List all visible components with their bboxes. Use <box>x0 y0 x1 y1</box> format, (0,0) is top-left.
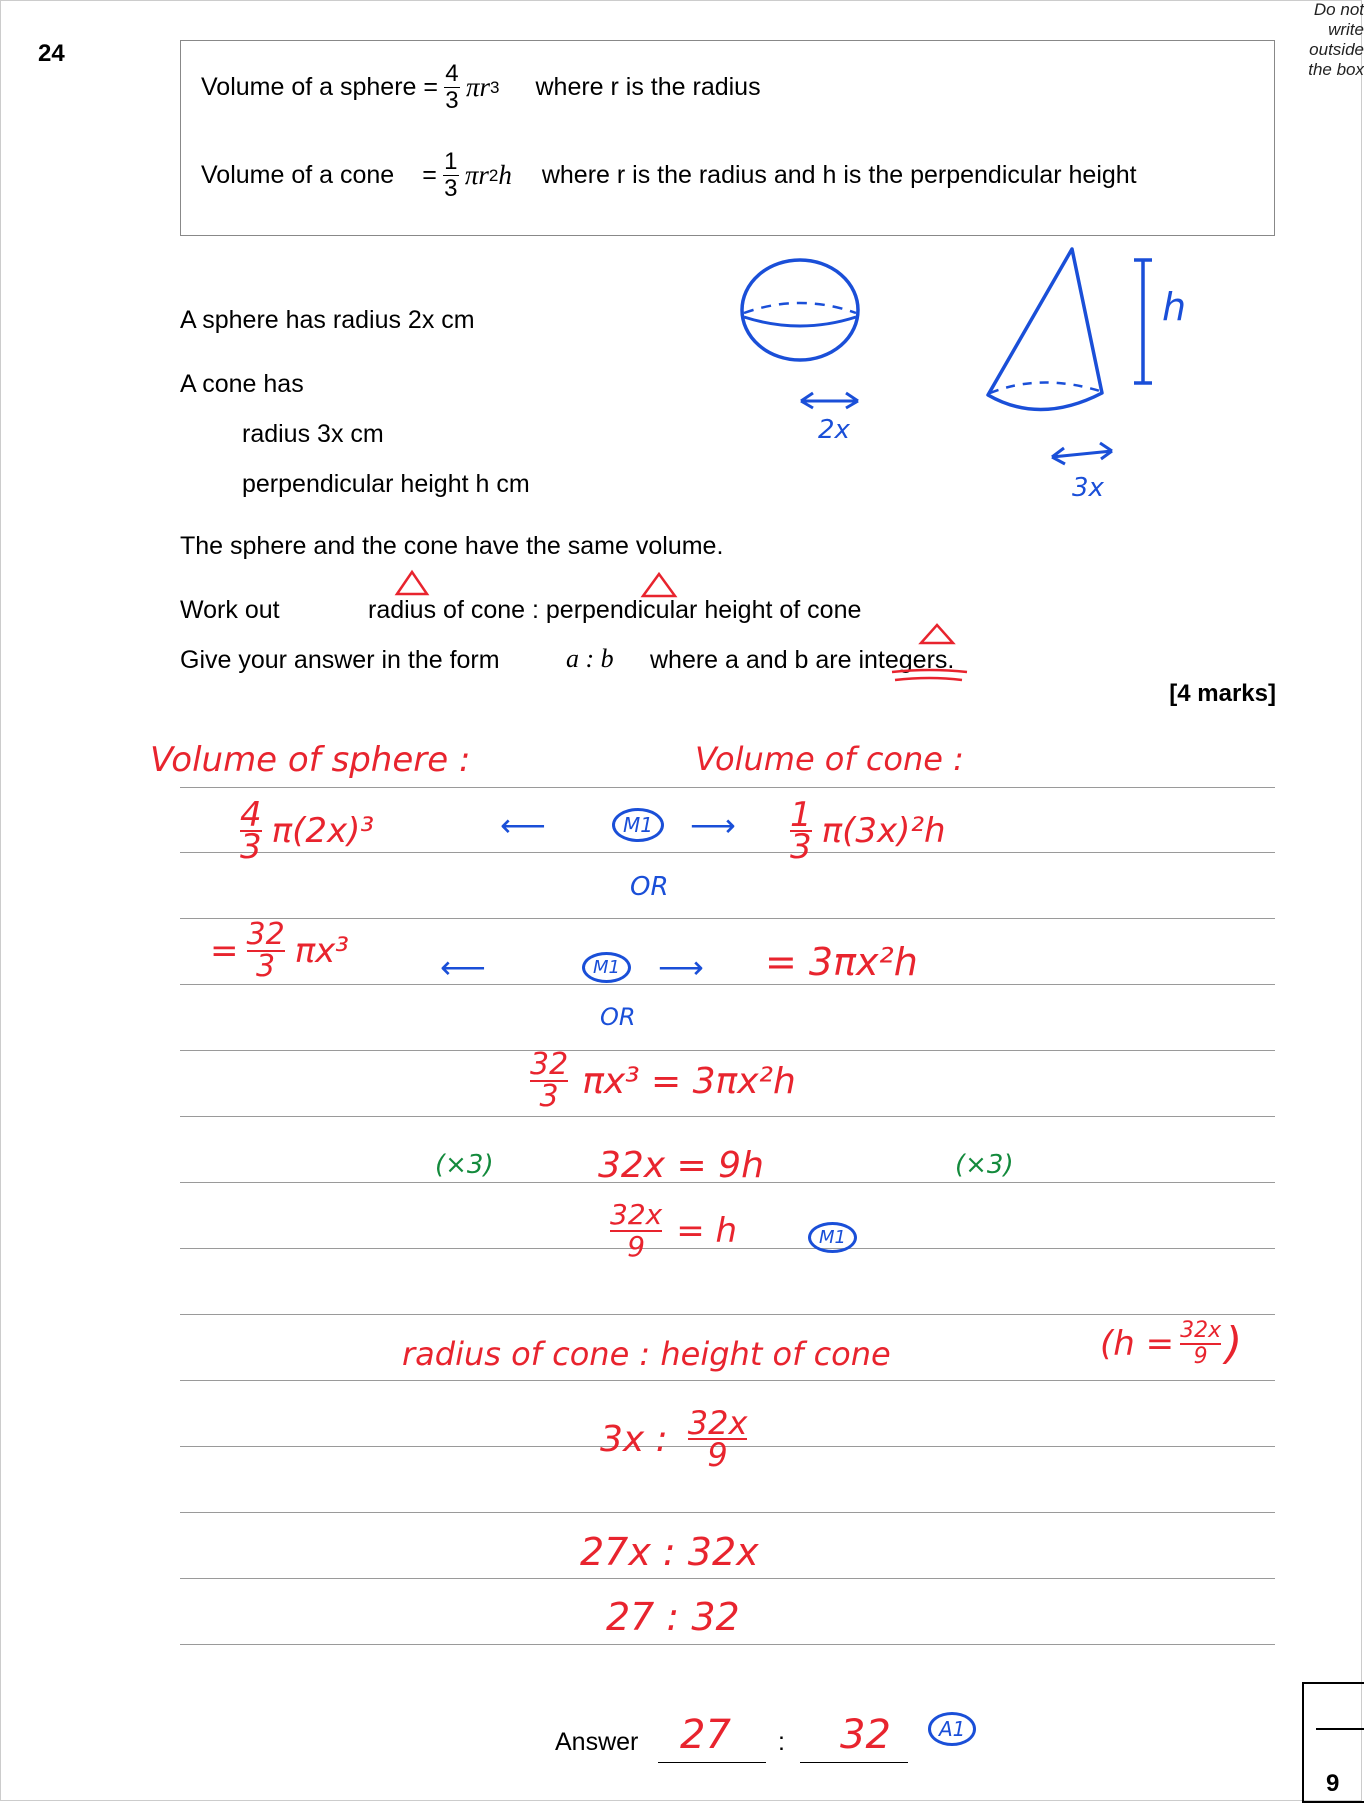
eq1-rest: πx³ = 3πx²h <box>582 1060 796 1102</box>
answer-label: Answer <box>555 1728 639 1756</box>
answer-blank-b[interactable] <box>800 1762 908 1763</box>
sphere-step1-den: 3 <box>240 827 262 867</box>
sphere-step2-den: 3 <box>256 949 276 984</box>
form-expr: a : b <box>566 644 614 673</box>
eq1-num: 32 <box>530 1047 569 1082</box>
score-value: 9 <box>1326 1770 1340 1797</box>
answer-line <box>180 1314 1275 1315</box>
sphere-coef-num: 4 <box>445 60 459 87</box>
eq1-den: 3 <box>539 1079 559 1114</box>
vol-cone-heading: Volume of cone : <box>695 740 964 778</box>
cone-height-label: h <box>1162 285 1187 329</box>
arrow-left-2: ⟵ <box>440 949 486 985</box>
sphere-step2-num: 32 <box>246 917 285 952</box>
or-label-1: OR <box>630 872 669 902</box>
ratio-step-3: 27 : 32 <box>606 1595 740 1639</box>
or-label-2: OR <box>600 1003 636 1031</box>
cone-step1-den: 3 <box>790 827 812 867</box>
times3-left: (×3) <box>435 1150 494 1180</box>
sphere-step-1 <box>240 795 375 867</box>
question-number: 24 <box>38 40 65 67</box>
marks: [4 marks] <box>1169 680 1276 707</box>
arrow-right-1: ⟶ <box>690 807 736 843</box>
sphere-note: where r is the radius <box>535 73 761 101</box>
score-divider <box>1316 1728 1364 1730</box>
vol-sphere-heading: Volume of sphere : <box>150 740 471 780</box>
answer-line <box>180 1644 1275 1645</box>
cone-step1-num: 1 <box>790 795 812 835</box>
sphere-step2-rest: πx³ <box>294 931 349 971</box>
answer-line <box>180 1116 1275 1117</box>
a1-badge: A1 <box>928 1712 976 1746</box>
answer-line <box>180 1578 1275 1579</box>
sphere-step-2 <box>210 917 349 984</box>
ratio-note <box>1100 1318 1242 1369</box>
answer-line <box>180 984 1275 985</box>
cone-step-2: = 3πx²h <box>765 940 918 984</box>
ratio-note-prefix: (h = <box>1100 1323 1175 1364</box>
cone-note: where r is the radius and h is the perpendicular height <box>541 161 1137 189</box>
equation-3 <box>610 1200 737 1262</box>
cone-radius-label: 3x <box>1072 473 1104 503</box>
eq3-den: 9 <box>627 1230 646 1263</box>
eq3-frac <box>610 1200 662 1262</box>
integers-underline <box>892 670 967 680</box>
sphere-radius-label: 2x <box>818 415 850 445</box>
answer-value-a: 27 <box>680 1712 731 1758</box>
answer-blank-a[interactable] <box>658 1762 766 1763</box>
ratio1-frac <box>687 1404 748 1474</box>
ratio-note-suffix: ) <box>1225 1318 1243 1369</box>
answer-value-b: 32 <box>840 1712 891 1758</box>
eq3-num: 32x <box>610 1198 663 1231</box>
question-line-2: A cone has <box>180 370 304 398</box>
sphere-step2-prefix: = <box>210 931 239 971</box>
times3-right: (×3) <box>955 1150 1014 1180</box>
question-line-4: perpendicular height h cm <box>242 470 530 498</box>
sphere-label: Volume of a sphere = <box>201 73 438 101</box>
sphere-step2-frac <box>246 917 285 984</box>
cone-label: Volume of a cone <box>201 161 395 189</box>
answer-colon: : <box>778 1728 785 1756</box>
triangle-mark-1 <box>397 572 427 594</box>
m1-badge-3: M1 <box>808 1222 857 1253</box>
cone-equals: = <box>422 161 437 189</box>
workout-text: radius of cone : perpendicular height of cone <box>368 596 862 624</box>
m1-badge-2: M1 <box>582 952 631 983</box>
ratio-note-num: 32x <box>1180 1317 1222 1343</box>
sphere-expr: πr <box>465 72 491 102</box>
ratio-step-1 <box>600 1404 748 1474</box>
ratio-step-2: 27x : 32x <box>580 1530 759 1574</box>
arrow-right-2: ⟶ <box>658 949 704 985</box>
question-line-5: The sphere and the cone have the same volume. <box>180 532 724 560</box>
m1-badge-1: M1 <box>612 808 664 842</box>
margin-note: Do not write outside the box <box>1308 0 1364 79</box>
shapes-diagram <box>720 235 1180 505</box>
sphere-step1-num: 4 <box>240 795 262 835</box>
form-text: Give your answer in the form <box>180 646 500 674</box>
answer-line <box>180 1512 1275 1513</box>
triangle-mark-3 <box>921 625 953 643</box>
cone-coef-num: 1 <box>444 148 458 175</box>
cone-coef-den: 3 <box>444 175 458 202</box>
question-line-1: A sphere has radius 2x cm <box>180 306 475 334</box>
cone-step-1 <box>790 795 946 867</box>
workout-label: Work out <box>180 596 280 624</box>
triangle-mark-2 <box>643 574 675 596</box>
ratio-heading: radius of cone : height of cone <box>402 1335 891 1373</box>
answer-line <box>180 787 1275 788</box>
equation-1 <box>530 1047 796 1114</box>
ratio1-den: 9 <box>707 1436 728 1474</box>
eq1-frac <box>530 1047 569 1114</box>
ratio-note-frac <box>1180 1319 1221 1369</box>
sphere-exp: 3 <box>490 77 500 97</box>
ratio1-left: 3x : <box>600 1418 668 1460</box>
cone-step1-rest: π(3x)²h <box>821 811 946 851</box>
question-line-3: radius 3x cm <box>242 420 384 448</box>
sphere-step1-frac <box>240 795 262 867</box>
cone-expr: πr <box>464 160 489 190</box>
ratio1-num: 32x <box>687 1404 748 1442</box>
arrow-left-1: ⟵ <box>500 807 546 843</box>
sphere-sketch <box>742 260 858 408</box>
cone-h: h <box>498 160 512 190</box>
eq3-rest: = h <box>676 1211 738 1251</box>
form-where: where a and b are integers. <box>650 646 955 674</box>
cone-step1-frac <box>790 795 812 867</box>
ratio-note-den: 9 <box>1193 1343 1208 1369</box>
cone-exp: 2 <box>488 165 499 185</box>
sphere-coef-den: 3 <box>445 87 459 114</box>
sphere-step1-rest: π(2x)³ <box>271 811 375 851</box>
answer-line <box>180 1380 1275 1381</box>
equation-2: 32x = 9h <box>598 1145 764 1186</box>
cone-sketch <box>988 249 1152 464</box>
answer-line <box>180 918 1275 919</box>
